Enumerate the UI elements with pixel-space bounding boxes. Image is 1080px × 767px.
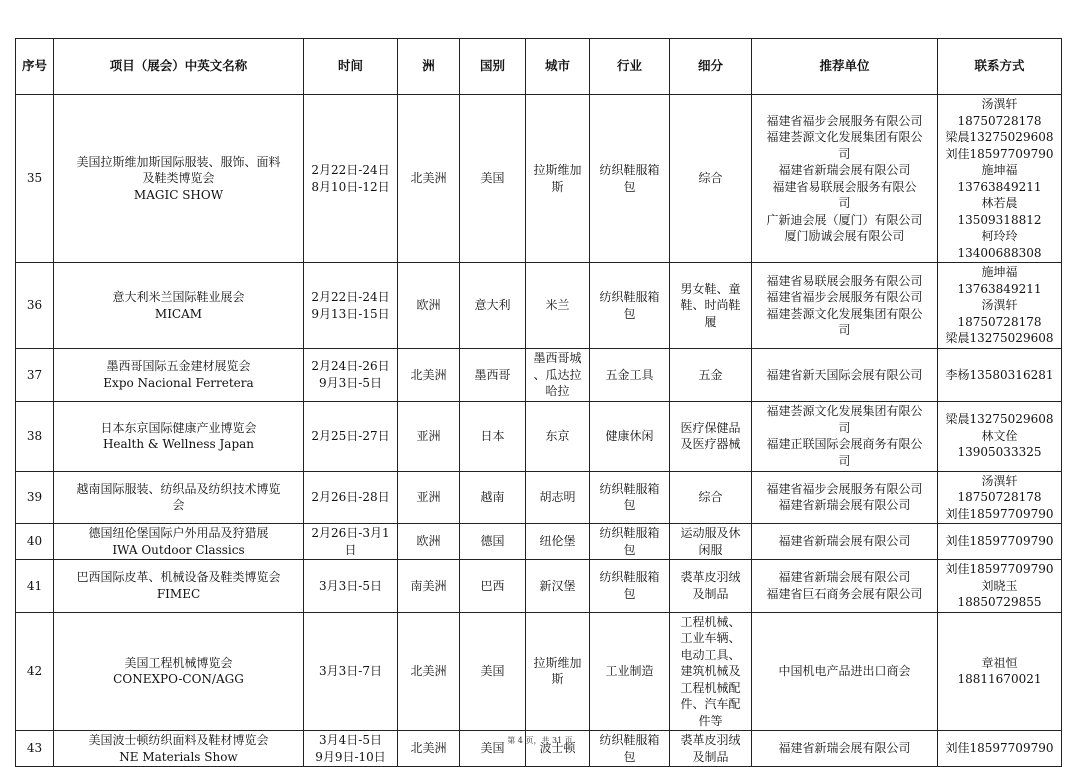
cell-continent: 南美洲 [398,560,460,613]
cell-contact: 李杨13580316281 [938,349,1062,402]
table-row [16,524,1062,560]
cell-industry: 纺织鞋服箱 包 [590,524,670,560]
cell-unit: 福建省福步会展服务有限公司 福建省新瑞会展有限公司 [752,471,938,524]
cell-contact: 梁晨13275029608 林文佺13905033325 [938,401,1062,471]
table-row [16,95,1062,263]
cell-contact: 施坤福13763849211 汤潩轩18750728178 梁晨13275029608 [938,263,1062,349]
cell-sub: 五金 [670,349,752,402]
cell-no: 36 [16,263,54,349]
cell-sub: 裘革皮羽绒 及制品 [670,731,752,767]
cell-unit: 中国机电产品进出口商会 [752,612,938,731]
cell-sub: 综合 [670,95,752,263]
header-cell: 洲 [398,39,460,95]
cell-country: 德国 [460,524,526,560]
header-row [16,39,1062,95]
cell-contact: 章祖恒18811670021 [938,612,1062,731]
cell-unit: 福建省新瑞会展有限公司 福建省巨石商务会展有限公司 [752,560,938,613]
cell-time: 2月26日-3月1 日 [304,524,398,560]
cell-contact: 刘佳18597709790 [938,524,1062,560]
cell-time: 3月4日-5日 9月9日-10日 [304,731,398,767]
cell-time: 3月3日-5日 [304,560,398,613]
cell-industry: 健康休闲 [590,401,670,471]
cell-city: 纽伦堡 [526,524,590,560]
header-cell: 时间 [304,39,398,95]
cell-time: 3月3日-7日 [304,612,398,731]
cell-no: 38 [16,401,54,471]
header-cell: 城市 [526,39,590,95]
cell-contact: 刘佳18597709790 [938,731,1062,767]
cell-unit: 福建省新天国际会展有限公司 [752,349,938,402]
cell-sub: 工程机械、 工业车辆、 电动工具、 建筑机械及 工程机械配 件、汽车配 件等 [670,612,752,731]
cell-city: 胡志明 [526,471,590,524]
cell-name: 巴西国际皮革、机械设备及鞋类博览会 FIMEC [54,560,304,613]
cell-sub: 裘革皮羽绒 及制品 [670,560,752,613]
cell-city: 墨西哥城 、瓜达拉 哈拉 [526,349,590,402]
cell-name: 德国纽伦堡国际户外用品及狩猎展 IWA Outdoor Classics [54,524,304,560]
page-footer: 第 4 页，共 31 页 [507,736,573,745]
cell-contact: 汤潩轩18750728178 刘佳18597709790 [938,471,1062,524]
cell-industry: 纺织鞋服箱 包 [590,731,670,767]
header-cell: 国别 [460,39,526,95]
cell-no: 43 [16,731,54,767]
cell-continent: 北美洲 [398,95,460,263]
header-cell: 行业 [590,39,670,95]
cell-unit: 福建荟源文化发展集团有限公 司 福建正联国际会展商务有限公 司 [752,401,938,471]
cell-name: 意大利米兰国际鞋业展会 MICAM [54,263,304,349]
table-row [16,612,1062,731]
cell-no: 40 [16,524,54,560]
cell-contact: 汤潩轩18750728178 梁晨13275029608 刘佳18597709790 施坤福13763849211 林若晨13509318812 柯玲玲13400688308 [938,95,1062,263]
cell-city: 新汉堡 [526,560,590,613]
cell-country: 美国 [460,95,526,263]
cell-city: 米兰 [526,263,590,349]
cell-unit: 福建省易联展会服务有限公司 福建省福步会展服务有限公司 福建荟源文化发展集团有限公 司 [752,263,938,349]
cell-time: 2月25日-27日 [304,401,398,471]
table-row [16,263,1062,349]
cell-industry: 纺织鞋服箱 包 [590,95,670,263]
cell-continent: 亚洲 [398,401,460,471]
cell-sub: 运动服及休 闲服 [670,524,752,560]
cell-name: 墨西哥国际五金建材展览会 Expo Nacional Ferretera [54,349,304,402]
cell-no: 41 [16,560,54,613]
cell-city: 拉斯维加 斯 [526,612,590,731]
cell-country: 巴西 [460,560,526,613]
table-row [16,401,1062,471]
cell-industry: 纺织鞋服箱 包 [590,560,670,613]
cell-continent: 欧洲 [398,263,460,349]
cell-industry: 纺织鞋服箱 包 [590,263,670,349]
cell-unit: 福建省新瑞会展有限公司 [752,524,938,560]
header-cell: 细分 [670,39,752,95]
cell-name: 美国工程机械博览会 CONEXPO-CON/AGG [54,612,304,731]
cell-no: 39 [16,471,54,524]
cell-country: 越南 [460,471,526,524]
cell-country: 意大利 [460,263,526,349]
cell-country: 美国 [460,612,526,731]
cell-continent: 欧洲 [398,524,460,560]
cell-name: 美国拉斯维加斯国际服装、服饰、面料 及鞋类博览会 MAGIC SHOW [54,95,304,263]
cell-no: 42 [16,612,54,731]
cell-unit: 福建省福步会展服务有限公司 福建荟源文化发展集团有限公 司 福建省新瑞会展有限公司 福建省易联展会服务有限公 司 广新迪会展（厦门）有限公司 厦门励诚会展有限公司 [752,95,938,263]
cell-sub: 综合 [670,471,752,524]
exhibition-table [15,38,1062,767]
cell-city: 波士顿 [526,731,590,767]
cell-unit: 福建省新瑞会展有限公司 [752,731,938,767]
cell-sub: 医疗保健品 及医疗器械 [670,401,752,471]
cell-continent: 北美洲 [398,349,460,402]
header-cell: 序号 [16,39,54,95]
cell-continent: 北美洲 [398,612,460,731]
cell-continent: 北美洲 [398,731,460,767]
cell-name: 日本东京国际健康产业博览会 Health & Wellness Japan [54,401,304,471]
table-row [16,471,1062,524]
cell-name: 美国波士顿纺织面料及鞋材博览会 NE Materials Show [54,731,304,767]
cell-time: 2月22日-24日 9月13日-15日 [304,263,398,349]
cell-city: 拉斯维加 斯 [526,95,590,263]
cell-time: 2月24日-26日 9月3日-5日 [304,349,398,402]
cell-country: 美国 [460,731,526,767]
cell-country: 日本 [460,401,526,471]
cell-sub: 男女鞋、童 鞋、时尚鞋 履 [670,263,752,349]
cell-name: 越南国际服装、纺织品及纺织技术博览 会 [54,471,304,524]
cell-industry: 纺织鞋服箱 包 [590,471,670,524]
cell-no: 35 [16,95,54,263]
cell-industry: 工业制造 [590,612,670,731]
header-cell: 项目（展会）中英文名称 [54,39,304,95]
cell-city: 东京 [526,401,590,471]
cell-country: 墨西哥 [460,349,526,402]
cell-time: 2月22日-24日 8月10日-12日 [304,95,398,263]
cell-continent: 亚洲 [398,471,460,524]
cell-no: 37 [16,349,54,402]
cell-industry: 五金工具 [590,349,670,402]
cell-time: 2月26日-28日 [304,471,398,524]
table-row [16,349,1062,402]
header-cell: 推荐单位 [752,39,938,95]
header-cell: 联系方式 [938,39,1062,95]
cell-contact: 刘佳18597709790 刘晓玉18850729855 [938,560,1062,613]
table-row [16,560,1062,613]
